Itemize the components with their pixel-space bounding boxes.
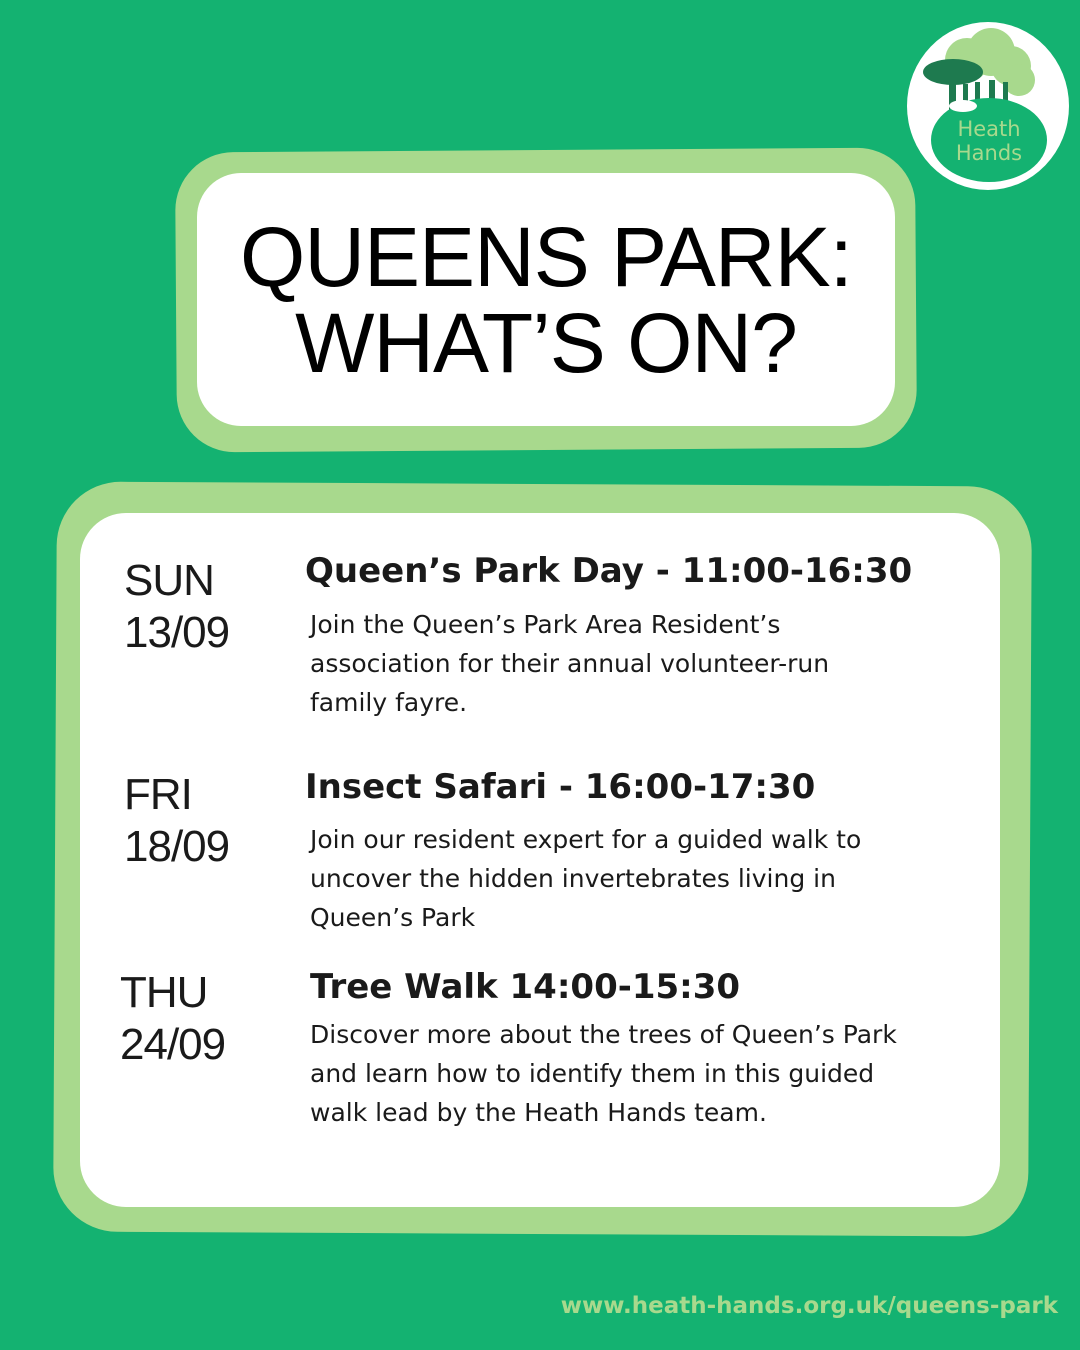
event-description: Join the Queen’s Park Area Resident’s association for their annual volunteer-run family fayre. <box>310 610 830 717</box>
events-card <box>80 513 1000 1207</box>
event-date-value: 13/09 <box>124 608 230 657</box>
logo-text-line2: Hands <box>955 141 1023 165</box>
event-title: Insect Safari - 16:00-17:30 <box>305 767 816 807</box>
event-title: Queen’s Park Day - 11:00-16:30 <box>305 551 913 591</box>
heath-hands-logo <box>907 22 1069 190</box>
logo-text-line1: Heath <box>957 117 1021 141</box>
event-description: Join our resident expert for a guided walk to uncover the hidden invertebrates living in Queen’s Park <box>310 825 862 932</box>
page-title-line1: QUEENS PARK: <box>240 209 852 304</box>
event-date <box>124 555 229 659</box>
event-date <box>124 769 229 873</box>
event-description: Discover more about the trees of Queen’s Park and learn how to identify them in this guided walk lead by the Heath Hands team. <box>310 1020 897 1127</box>
title-card <box>197 173 895 426</box>
page-title-line2: WHAT’S ON? <box>295 295 797 390</box>
event-date-value: 18/09 <box>124 822 230 871</box>
trees-icon <box>907 22 1069 190</box>
event-date <box>120 967 225 1071</box>
website-link[interactable]: www.heath-hands.org.uk/queens-park <box>560 1293 1058 1319</box>
event-date-value: 24/09 <box>120 1020 226 1069</box>
event-day: THU <box>120 968 208 1017</box>
event-day: SUN <box>124 556 214 605</box>
event-day: FRI <box>124 770 192 819</box>
event-title: Tree Walk 14:00-15:30 <box>310 967 741 1007</box>
